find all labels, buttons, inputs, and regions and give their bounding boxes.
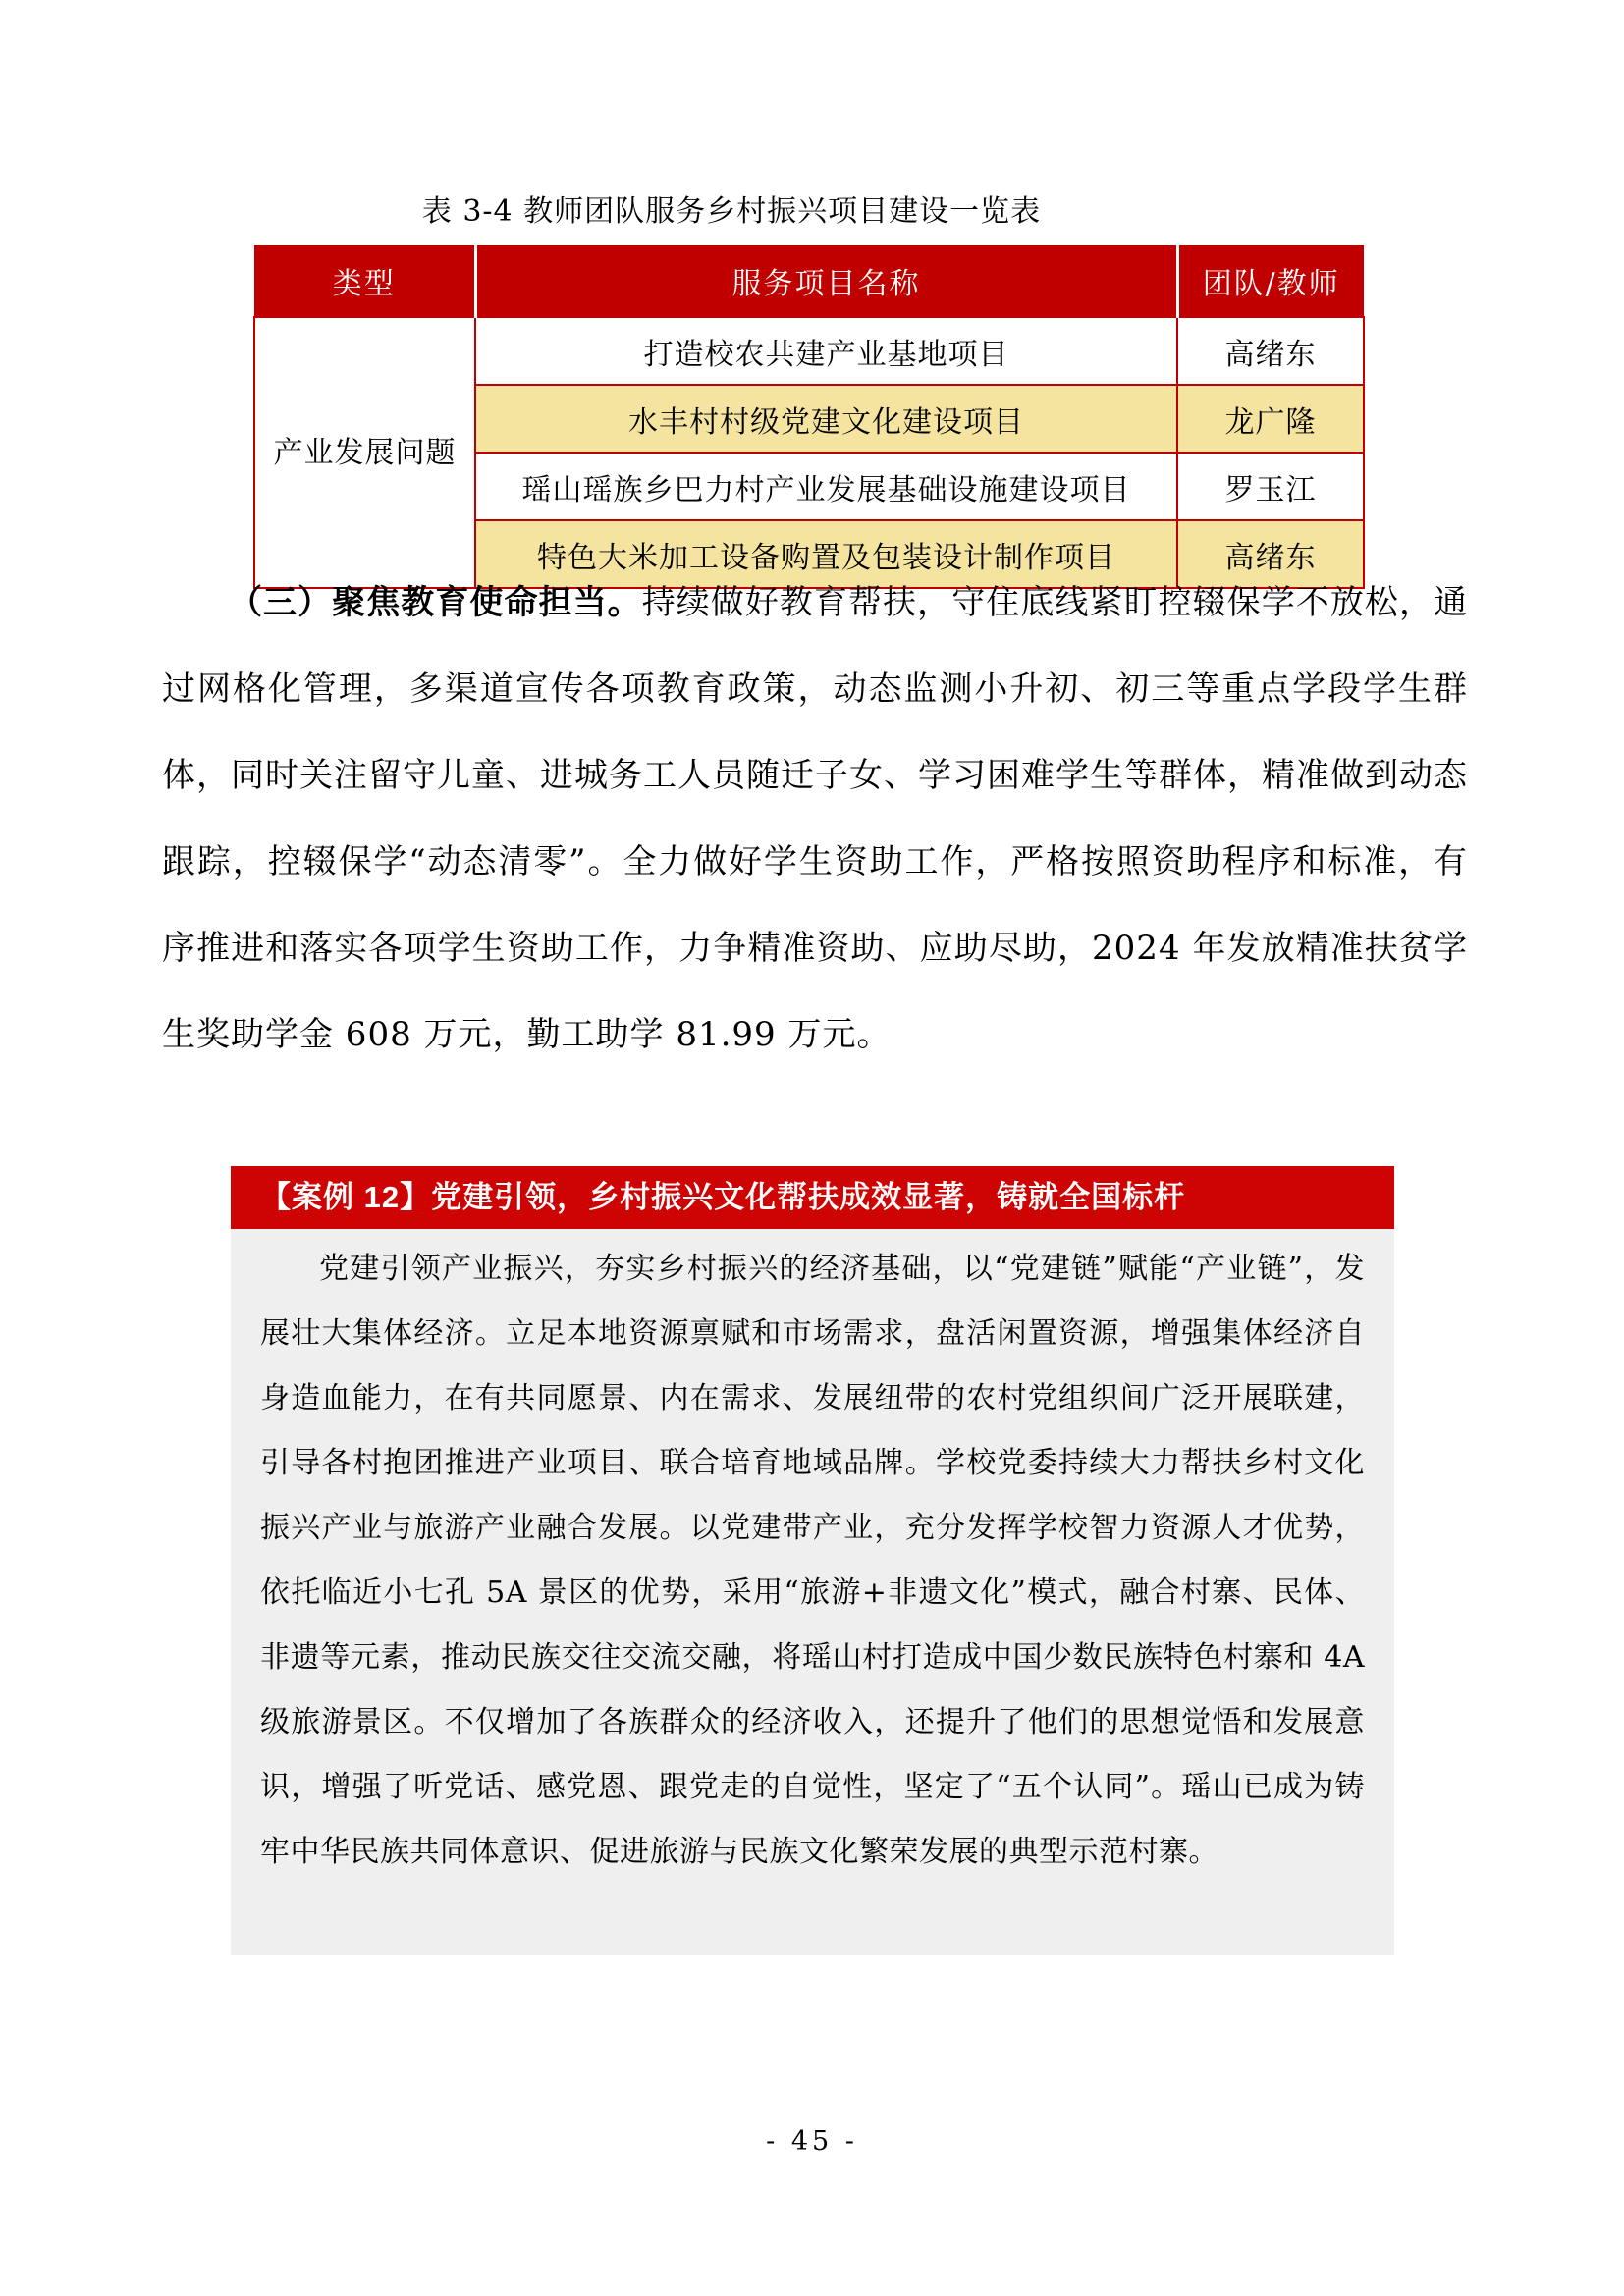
case-body-text: 党建引领产业振兴，夯实乡村振兴的经济基础，以“党建链”赋能“产业链”，发展壮大集体经济。立足本地资源禀赋和市场需求，盘活闲置资源，增强集体经济自身造血能力，在有共同愿景、内在需求、发展纽带的农村党组织间广泛开展联建，引导各村抱团推进产业项目、联合培育地域品牌。学校党委持续大力帮扶乡村文化振兴产业与旅游产业融合发展。以党建带产业，充分发挥学校智力资源人才优势，依托临近小七孔 5A 景区的优势，采用“旅游+非遗文化”模式，融合村寨、民体、非遗等元素，推动民族交往交流交融，将瑶山村打造成中国少数民族特色村寨和 4A 级旅游景区。不仅增加了各族群众的经济收入，还提升了他们的思想觉悟和发展意识，增强了听党话、感党恩、跟党走的自觉性，坚定了“五个认同”。瑶山已成为铸牢中华民族共同体意识、促进旅游与民族文化繁荣发展的典型示范村寨。 bbox=[260, 1252, 1365, 1869]
case-box bbox=[231, 1229, 1394, 1955]
case-banner: 【案例 12】党建引领，乡村振兴文化帮扶成效显著，铸就全国标杆 bbox=[231, 1166, 1394, 1229]
project-cell: 水丰村村级党建文化建设项目 bbox=[475, 385, 1177, 453]
section-paragraph bbox=[162, 560, 1468, 1078]
teacher-cell: 龙广隆 bbox=[1177, 385, 1364, 453]
project-cell: 打造校农共建产业基地项目 bbox=[475, 317, 1177, 385]
project-cell: 特色大米加工设备购置及包装设计制作项目 bbox=[475, 520, 1177, 588]
col-header-project: 服务项目名称 bbox=[475, 245, 1177, 317]
col-header-team: 团队/教师 bbox=[1177, 245, 1364, 317]
page-number: - 45 - bbox=[766, 2126, 858, 2157]
table-row bbox=[254, 317, 1364, 385]
projects-table bbox=[253, 245, 1365, 589]
table-caption: 表 3-4 教师团队服务乡村振兴项目建设一览表 bbox=[421, 194, 1042, 229]
teacher-cell: 高绪东 bbox=[1177, 520, 1364, 588]
teacher-cell: 高绪东 bbox=[1177, 317, 1364, 385]
table-header-row bbox=[254, 245, 1364, 317]
section-body-text: 持续做好教育帮扶，守住底线紧盯控辍保学不放松，通过网格化管理，多渠道宣传各项教育政策，动态监测小升初、初三等重点学段学生群体，同时关注留守儿童、进城务工人员随迁子女、学习困难学生等群体，精准做到动态跟踪，控辍保学“动态清零”。全力做好学生资助工作，严格按照资助程序和标准，有序推进和落实各项学生资助工作，力争精准资助、应助尽助，2024 年发放精准扶贫学生奖助学金 608 万元，勤工助学 81.99 万元。 bbox=[162, 583, 1469, 1054]
section-heading: （三）聚焦教育使命担当。 bbox=[229, 584, 642, 621]
col-header-type: 类型 bbox=[254, 245, 475, 317]
project-cell: 瑶山瑶族乡巴力村产业发展基础设施建设项目 bbox=[475, 453, 1177, 520]
teacher-cell: 罗玉江 bbox=[1177, 453, 1364, 520]
category-cell: 产业发展问题 bbox=[254, 317, 475, 588]
